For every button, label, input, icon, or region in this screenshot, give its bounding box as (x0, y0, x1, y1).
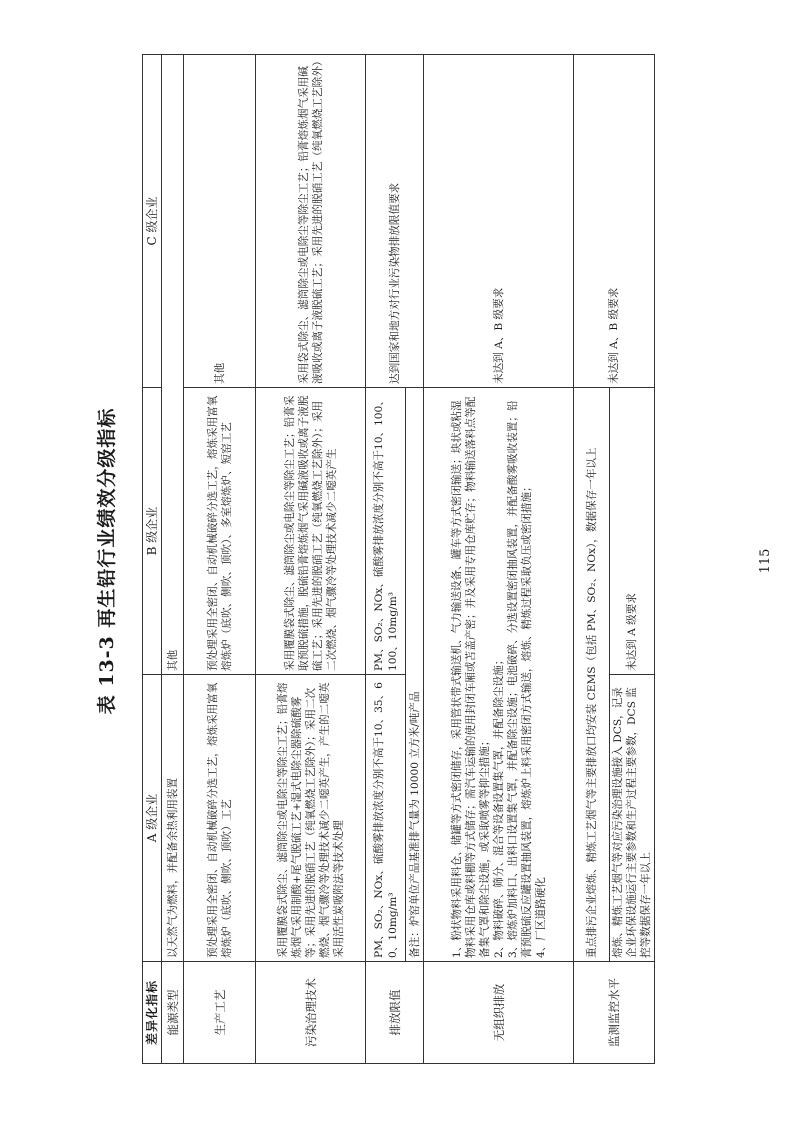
process-b: 预处理采用全密闭、自动机械破碎分选工艺，熔炼采用富氧熔炼炉（底吹、侧吹、顶吹）、多室熔炼炉、短窑工艺 (184, 388, 256, 675)
energy-a: 以天然气为燃料，并配备余热利用装置 (162, 675, 184, 962)
limits-note: 备注：炉窑单位产品基准排气量为 10000 立方米/吨产品 (406, 388, 424, 962)
header-indicator: 差异化指标 (143, 962, 162, 1064)
row-limits (366, 55, 406, 1064)
treatment-a: 采用覆膜袋式除尘、滤筒除尘或电除尘等除尘工艺；铅膏熔炼烟气采用制酸+尾气脱硫工艺+湿式电除尘器除硫酸雾等；采用先进的脱硝工艺（纯氧燃烧工艺除外）；采用二次燃烧、烟气骤冷等处理技术减少二噁英产生，产生的二噁英采用活性炭吸附法等技术处理 (256, 675, 366, 962)
fugitive-ab (424, 388, 574, 962)
process-a: 预处理采用全密闭、自动机械破碎分选工艺，熔炼采用富氧熔炼炉（底吹、侧吹、顶吹）工艺 (184, 675, 256, 962)
table-caption: 表 13-3 再生铅行业绩效分级指标 (96, 407, 118, 715)
header-a-level: A 级企业 (143, 675, 162, 962)
monitoring-a: 熔炼、精炼工艺烟气等对应污染治理设施接入 DCS，记录企业环保设施运行主要参数和生产过程主要参数，DCS 监控等数据保存一年以上 (610, 675, 655, 962)
energy-bc: 其他 (162, 55, 184, 675)
row-treatment (256, 55, 366, 1064)
label-limits: 排放限值 (366, 962, 424, 1064)
limits-a: PM、SO₂、NOx、硫酸雾排放浓度分别不高于10、35、60、10mg/m³ (366, 675, 406, 962)
monitoring-b: 未达到 A 级要求 (610, 388, 655, 675)
limits-b: PM、SO₂、NOx、硫酸雾排放浓度分别不高于10、100、100、10mg/m³ (366, 388, 406, 675)
performance-grading-table (142, 54, 655, 1064)
fugitive-item-2: 2、物料破碎、筛分、混合等设备设置集气罩，并配备除尘设施； (492, 654, 505, 958)
label-process: 生产工艺 (184, 962, 256, 1064)
header-c-level: C 级企业 (143, 55, 162, 388)
treatment-c: 采用袋式除尘、滤筒除尘或电除尘等除尘工艺；铅膏熔炼烟气采用碱液吸收或离子液脱硫工艺；采用先进的脱硝工艺（纯氧燃烧工艺除外） (256, 55, 366, 388)
limits-c: 达到国家和地方对行业污染物排放限值要求 (366, 55, 424, 388)
monitoring-ab: 重点排污企业熔炼、精炼工艺烟气等主要排放口均安装 CEMS（包括 PM、SO₂、NOx），数据保存一年以上 (574, 388, 610, 962)
label-fugitive: 无组织排放 (424, 962, 574, 1064)
fugitive-c: 未达到 A、B 级要求 (424, 55, 574, 388)
label-energy: 能源类型 (162, 962, 184, 1064)
label-monitoring: 监测监控水平 (574, 962, 655, 1064)
page-number: 115 (758, 548, 773, 574)
header-b-level: B 级企业 (143, 388, 162, 675)
monitoring-c: 未达到 A、B 级要求 (574, 55, 655, 388)
table-header-row (143, 55, 162, 1064)
row-monitoring (574, 55, 610, 1064)
row-fugitive (424, 55, 574, 1064)
row-energy (162, 55, 184, 1064)
label-treatment: 污染治理技术 (256, 962, 366, 1064)
process-c: 其他 (184, 55, 256, 388)
fugitive-item-4: 4、厂区道路硬化 (534, 877, 547, 958)
row-process (184, 55, 256, 1064)
fugitive-item-3: 3、熔炼炉加料口、出料口设置集气罩，并配备除尘设施；电池破碎、分选设置密闭抽风装置，并配备酸雾吸收装置；铅膏预脱硫反应罐设置抽风装置，熔炼炉上料采用密闭方式输送，熔炼、精炼过程采取负压或密闭措施； (506, 400, 533, 958)
fugitive-item-1: 1、粉状物料采用料仓、储罐等方式密闭储存，采用管状带式输送机、气力输送设备、罐车等方式密闭输送；块状或粘湿物料采用仓库或料棚等方式储存；需汽车运输的使用封闭车厢或苫盖产密；并及采用专用仓库贮存；物料输送落料点等配备集气罩和除尘设施，或采取喷雾等抑尘措施； (450, 396, 491, 958)
treatment-b: 采用覆膜袋式除尘、滤筒除尘或电除尘等除尘工艺；铅膏采取预脱硫措施，脱硫铅膏熔炼烟气采用碱液吸收或离子液脱硫工艺；采用先进的脱硝工艺（纯氧燃烧工艺除外）；采用二次燃烧、烟气骤冷等处理技术减少二噁英产生 (256, 388, 366, 675)
